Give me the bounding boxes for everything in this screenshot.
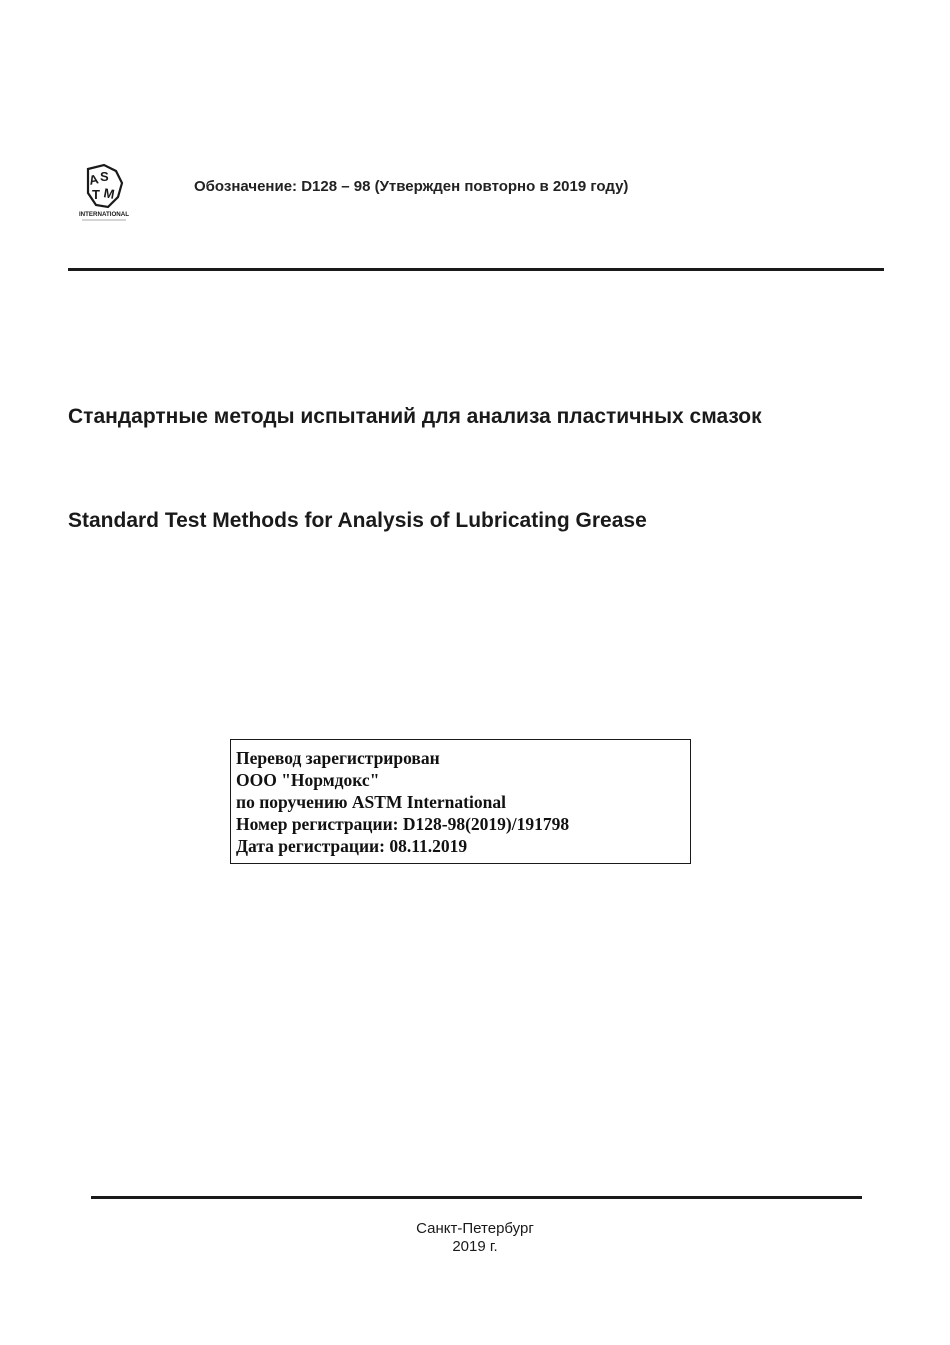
astm-logo-icon [78, 163, 132, 223]
registration-line: Номер регистрации: D128-98(2019)/191798 [236, 814, 570, 834]
svg-text:A: A [87, 171, 100, 188]
footer-year: 2019 г. [452, 1238, 498, 1255]
document-designation: Обозначение: D128 – 98 (Утвержден повторно в 2019 году) [194, 178, 629, 195]
registration-line: ООО "Нормдокс" [236, 770, 380, 790]
title-russian: Стандартные методы испытаний для анализа пластичных смазок [68, 405, 762, 428]
registration-line: Дата регистрации: 08.11.2019 [236, 836, 468, 856]
svg-text:T: T [92, 187, 100, 202]
top-divider [68, 268, 884, 271]
svg-text:S: S [100, 169, 109, 184]
registration-stamp [230, 739, 691, 864]
registration-line: по поручению ASTM International [236, 792, 506, 812]
footer-city: Санкт-Петербург [416, 1220, 534, 1237]
bottom-divider [91, 1196, 862, 1199]
svg-text:M: M [102, 185, 116, 202]
astm-logo-subtext: INTERNATIONAL [78, 211, 130, 218]
registration-line: Перевод зарегистрирован [236, 748, 440, 768]
title-english: Standard Test Methods for Analysis of Lubricating Grease [68, 509, 647, 532]
footer [0, 1220, 950, 1256]
